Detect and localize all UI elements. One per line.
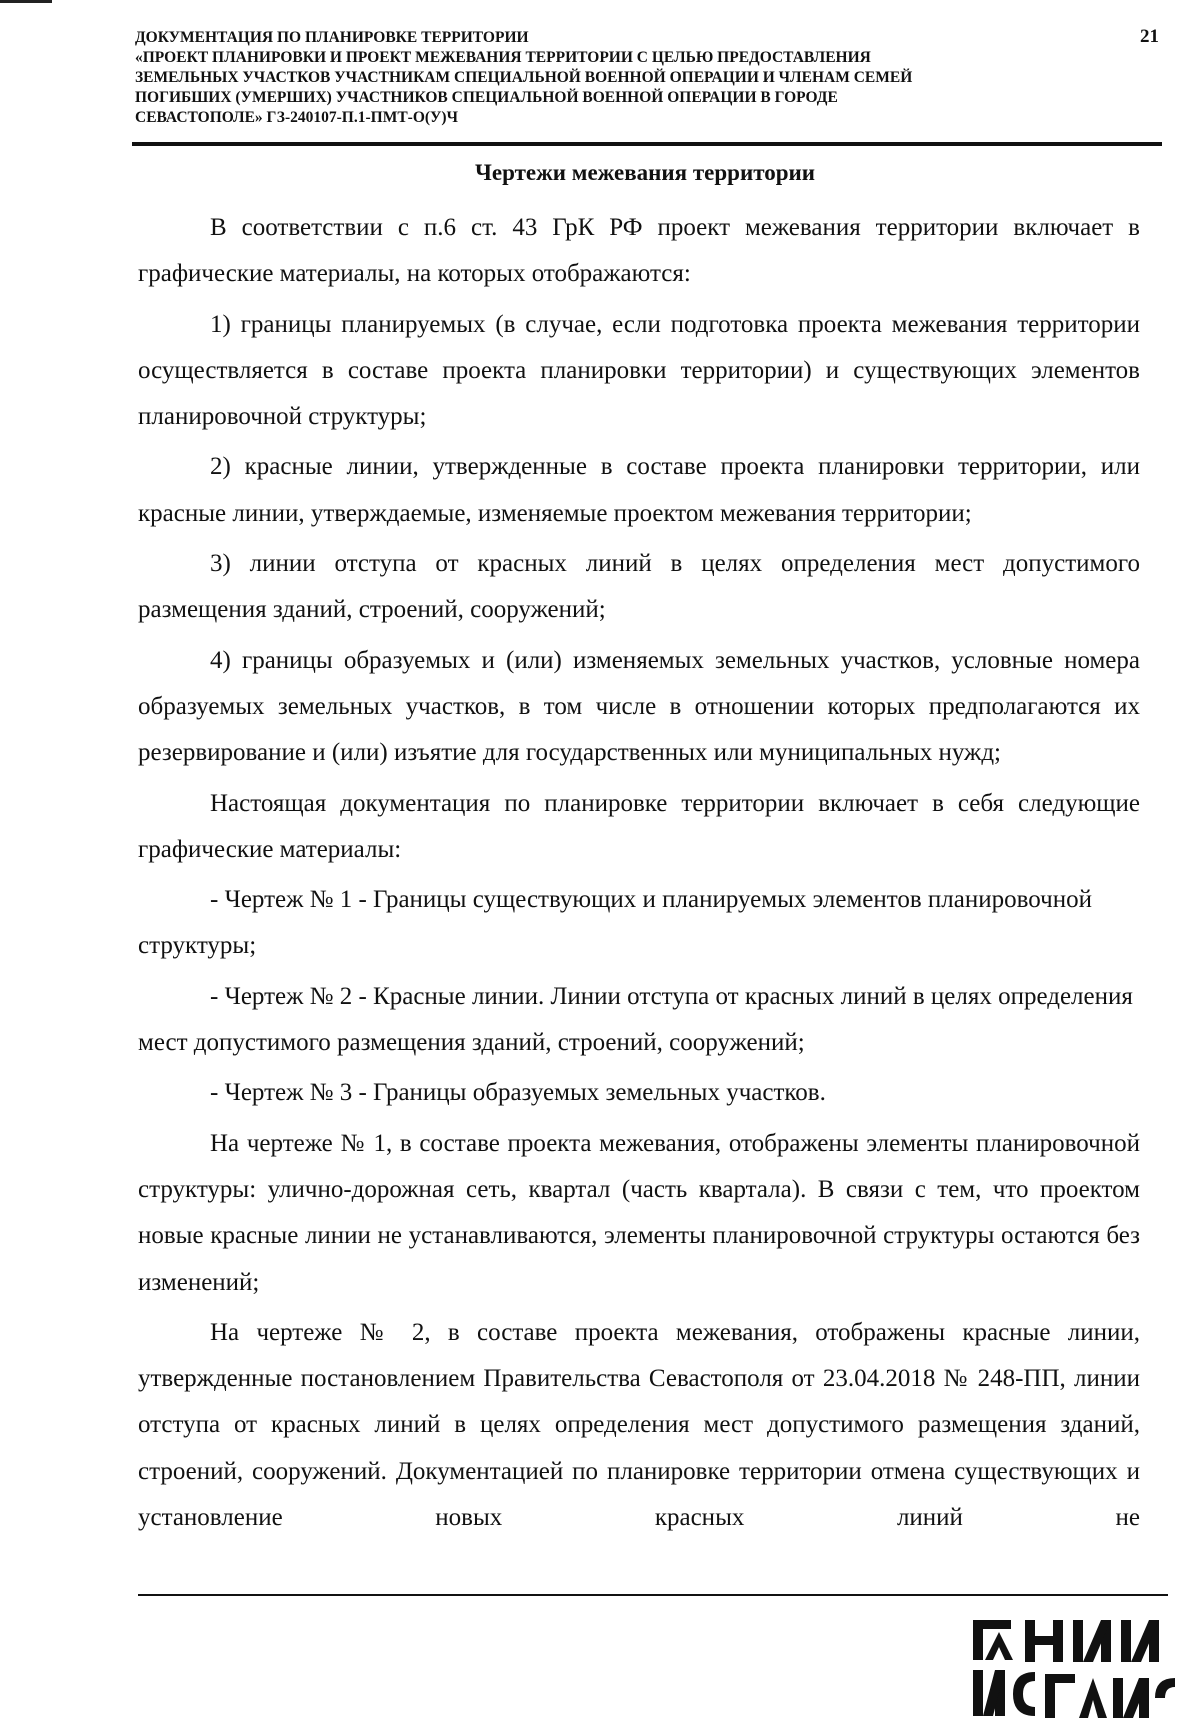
institute-logo [955, 1612, 1175, 1721]
header-line: ПОГИБШИХ (УМЕРШИХ) УЧАСТНИКОВ СПЕЦИАЛЬНОЙ ВОЕННОЙ ОПЕРАЦИИ В ГОРОДЕ [135, 89, 838, 106]
paragraph: 4) границы образуемых и (или) изменяемых земельных участков, условные номера образуемых земельных участков, в том числе в отношении которых предполагаются их резервирование и (или) изъятие для государственных или муниципальных нужд; [138, 646, 1140, 767]
paragraph: 1) границы планируемых (в случае, если подготовка проекта межевания территории осуществляется в составе проекта планировки территории) и существующих элементов планировочной структуры; [138, 310, 1140, 431]
header-line: ЗЕМЕЛЬНЫХ УЧАСТКОВ УЧАСТНИКАМ СПЕЦИАЛЬНОЙ ВОЕННОЙ ОПЕРАЦИИ И ЧЛЕНАМ СЕМЕЙ [135, 69, 913, 86]
header-line: ДОКУМЕНТАЦИЯ ПО ПЛАНИРОВКЕ ТЕРРИТОРИИ [135, 29, 529, 46]
footer-divider [138, 1594, 1168, 1596]
paragraph: 3) линии отступа от красных линий в целях определения мест допустимого размещения зданий, строений, сооружений; [138, 550, 1140, 624]
paragraph: На чертеже № 2, в составе проекта межевания, отображены красные линии, утвержденные постановлением Правительства Севастополя от 23.04.2018 № 248-ПП, линии отступа от красных линий в целях определения мест допустимого размещения зданий, строений, сооружений. Документацией по планировке территории отмена существующих и установление новых красных линий не [138, 1318, 1140, 1532]
drawing-list-item: - Чертеж № 1 - Границы существующих и планируемых элементов планировочной структуры; [138, 886, 1092, 960]
drawing-list-item: - Чертеж № 2 - Красные линии. Линии отступа от красных линий в целях определения мест допустимого размещения зданий, строений, сооружений; [138, 982, 1133, 1057]
document-header [135, 28, 1085, 128]
scan-corner-mark [0, 0, 52, 3]
document-body [138, 205, 1140, 1545]
paragraph: На чертеже № 1, в составе проекта межевания, отображены элементы планировочной структуры: улично-дорожная сеть, квартал (часть квартала). В связи с тем, что проектом новые красные линии не устанавливаются, элементы планировочной структуры остаются без изменений; [138, 1129, 1140, 1296]
drawing-list-item: - Чертеж № 3 - Границы образуемых земельных участков. [210, 1079, 826, 1107]
header-line: «ПРОЕКТ ПЛАНИРОВКИ И ПРОЕКТ МЕЖЕВАНИЯ ТЕРРИТОРИИ С ЦЕЛЬЮ ПРЕДОСТАВЛЕНИЯ [135, 49, 871, 66]
section-title: Чертежи межевания территории [475, 160, 815, 185]
paragraph: Настоящая документация по планировке территории включает в себя следующие графические материалы: [138, 789, 1140, 863]
paragraph: 2) красные линии, утвержденные в составе проекта планировки территории, или красные линии, утверждаемые, изменяемые проектом межевания территории; [138, 453, 1140, 527]
page-number: 21 [1140, 26, 1159, 47]
header-line: СЕВАСТОПОЛЕ» ГЗ-240107-П.1-ПМТ-О(У)Ч [135, 109, 458, 126]
header-divider [132, 142, 1162, 146]
logo-mark-icon [955, 1612, 1175, 1721]
paragraph: В соответствии с п.6 ст. 43 ГрК РФ проект межевания территории включает в графические материалы, на которых отображаются: [138, 214, 1140, 288]
